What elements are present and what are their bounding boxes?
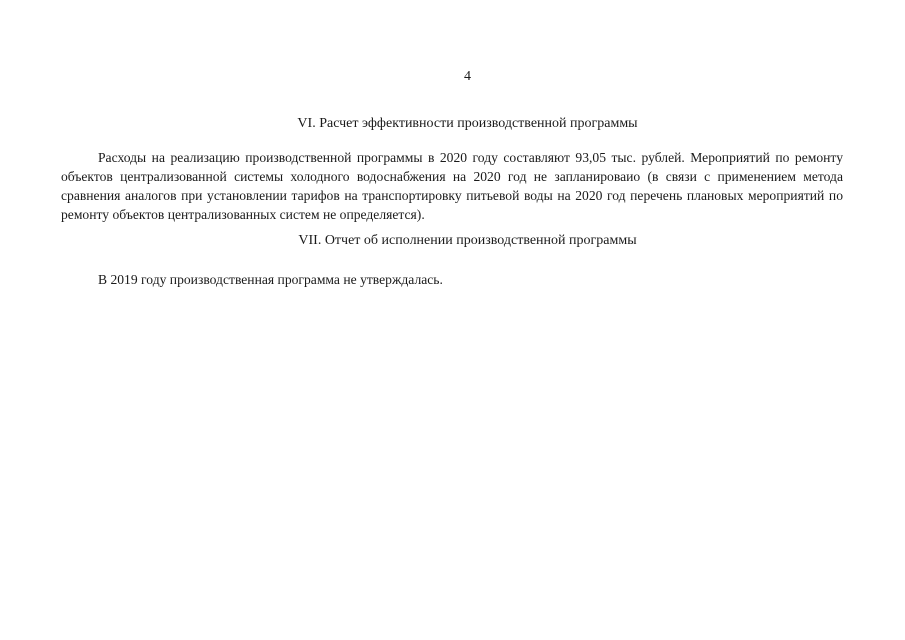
section-heading-vi: VI. Расчет эффективности производственной программы: [297, 116, 638, 131]
section-heading-vii: VII. Отчет об исполнении производственной программы: [298, 233, 637, 248]
section-vii-paragraph: В 2019 году производственная программа не утверждалась.: [98, 272, 443, 287]
page-number: 4: [464, 69, 471, 84]
section-vi-paragraph: Расходы на реализацию производственной программы в 2020 году составляют 93,05 тыс. рублей. Мероприятий по ремонту объектов централизованной системы холодного водоснабжения на 2020 год не запланироваио (в связи с применением метода сравнения аналогов при установлении тарифов на транспортировку питьевой воды на 2020 год перечень плановых мероприятий по ремонту объектов централизованных систем не определяется).: [61, 150, 843, 222]
